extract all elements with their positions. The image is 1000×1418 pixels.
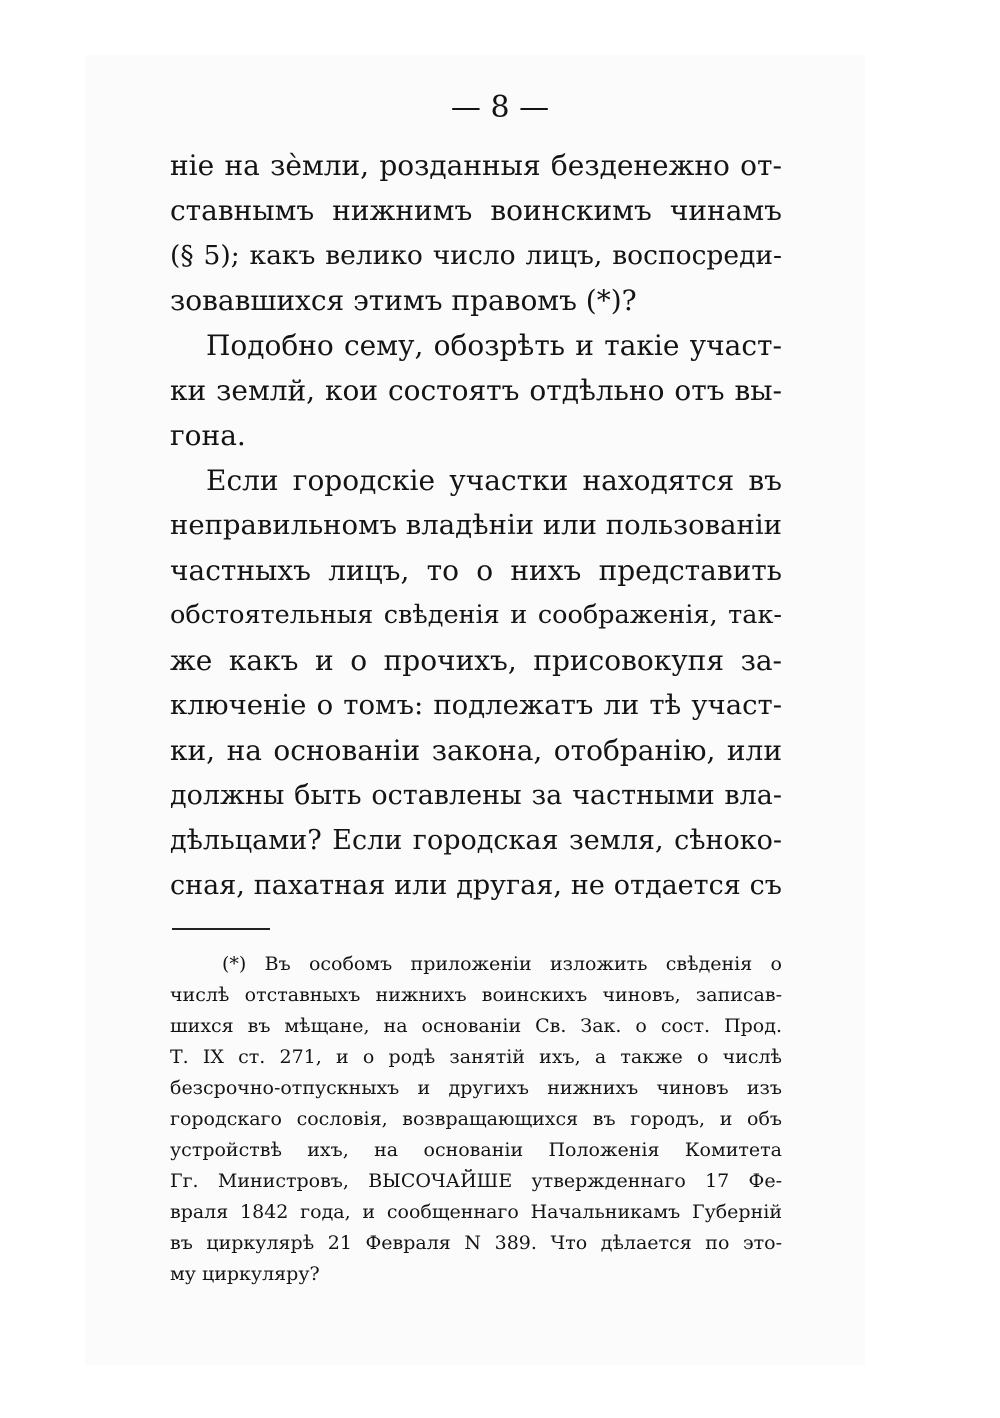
body-line: сная, пахатная или другая, не отдается съ [170, 870, 782, 901]
footnote-line: шихся въ мѣщане, на основаніи Св. Зак. о сост. Прод. [170, 1015, 782, 1037]
footnote-line: безсрочно-отпускныхъ и другихъ нижнихъ чиновъ изъ [170, 1077, 782, 1099]
body-line: ніе на зѐмли, розданныя безденежно от- [170, 149, 782, 182]
body-line: ставнымъ нижнимъ воинскимъ чинамъ [170, 194, 782, 227]
footnote [170, 949, 782, 1290]
body-line: обстоятельныя свѣденія и соображенія, так- [170, 600, 782, 630]
footnote-line: Гг. Министровъ, ВЫСОЧАЙШЕ утвержденнаго 17 Фе- [170, 1170, 782, 1192]
footnote-line: враля 1842 года, и сообщеннаго Начальникамъ Губерній [170, 1201, 782, 1223]
footnote-divider [172, 928, 270, 930]
body-text [170, 143, 782, 908]
body-line: ключеніе о томъ: подлежатъ ли тѣ участ- [170, 689, 782, 721]
body-line: должны быть оставлены за частными вла- [170, 780, 782, 811]
footnote-line: Т. IX ст. 271, и о родѣ занятій ихъ, а также о числѣ [170, 1046, 782, 1068]
body-line: Если городскіе участки находятся въ [206, 464, 782, 497]
footnote-line: му циркуляру? [170, 1263, 320, 1285]
footnote-line: городскаго сословія, возвращающихся въ городъ, и объ [170, 1108, 782, 1130]
page-number: — 8 — [450, 90, 550, 125]
body-line: зовавшихся этимъ правомъ (*)? [170, 284, 637, 317]
footnote-line: (*) Въ особомъ приложеніи изложить свѣденія о [222, 953, 782, 975]
body-line: же какъ и о прочихъ, присовокупя за- [170, 644, 782, 677]
body-line: ки землй, кои состоятъ отдѣльно отъ вы- [170, 374, 782, 407]
body-line: (§ 5); какъ велико число лицъ, воспосреди- [170, 240, 782, 271]
body-line: дѣльцами? Если городская земля, сѣноко- [170, 825, 782, 856]
body-line: неправильномъ владѣніи или пользованіи [170, 509, 782, 541]
body-line: Подобно сему, обозрѣть и такіе участ- [206, 329, 782, 362]
body-line: частныхъ лицъ, то о нихъ представить [170, 554, 782, 587]
body-line: ки, на основаніи закона, отобранію, или [170, 734, 782, 767]
footnote-line: числѣ отставныхъ нижнихъ воинскихъ чиновъ, записав- [170, 984, 782, 1006]
footnote-line: въ циркулярѣ 21 Февраля N 389. Что дѣлается по это- [170, 1232, 782, 1254]
body-line: гона. [170, 419, 246, 452]
footnote-line: устройствѣ ихъ, на основаніи Положенія Комитета [170, 1139, 782, 1161]
